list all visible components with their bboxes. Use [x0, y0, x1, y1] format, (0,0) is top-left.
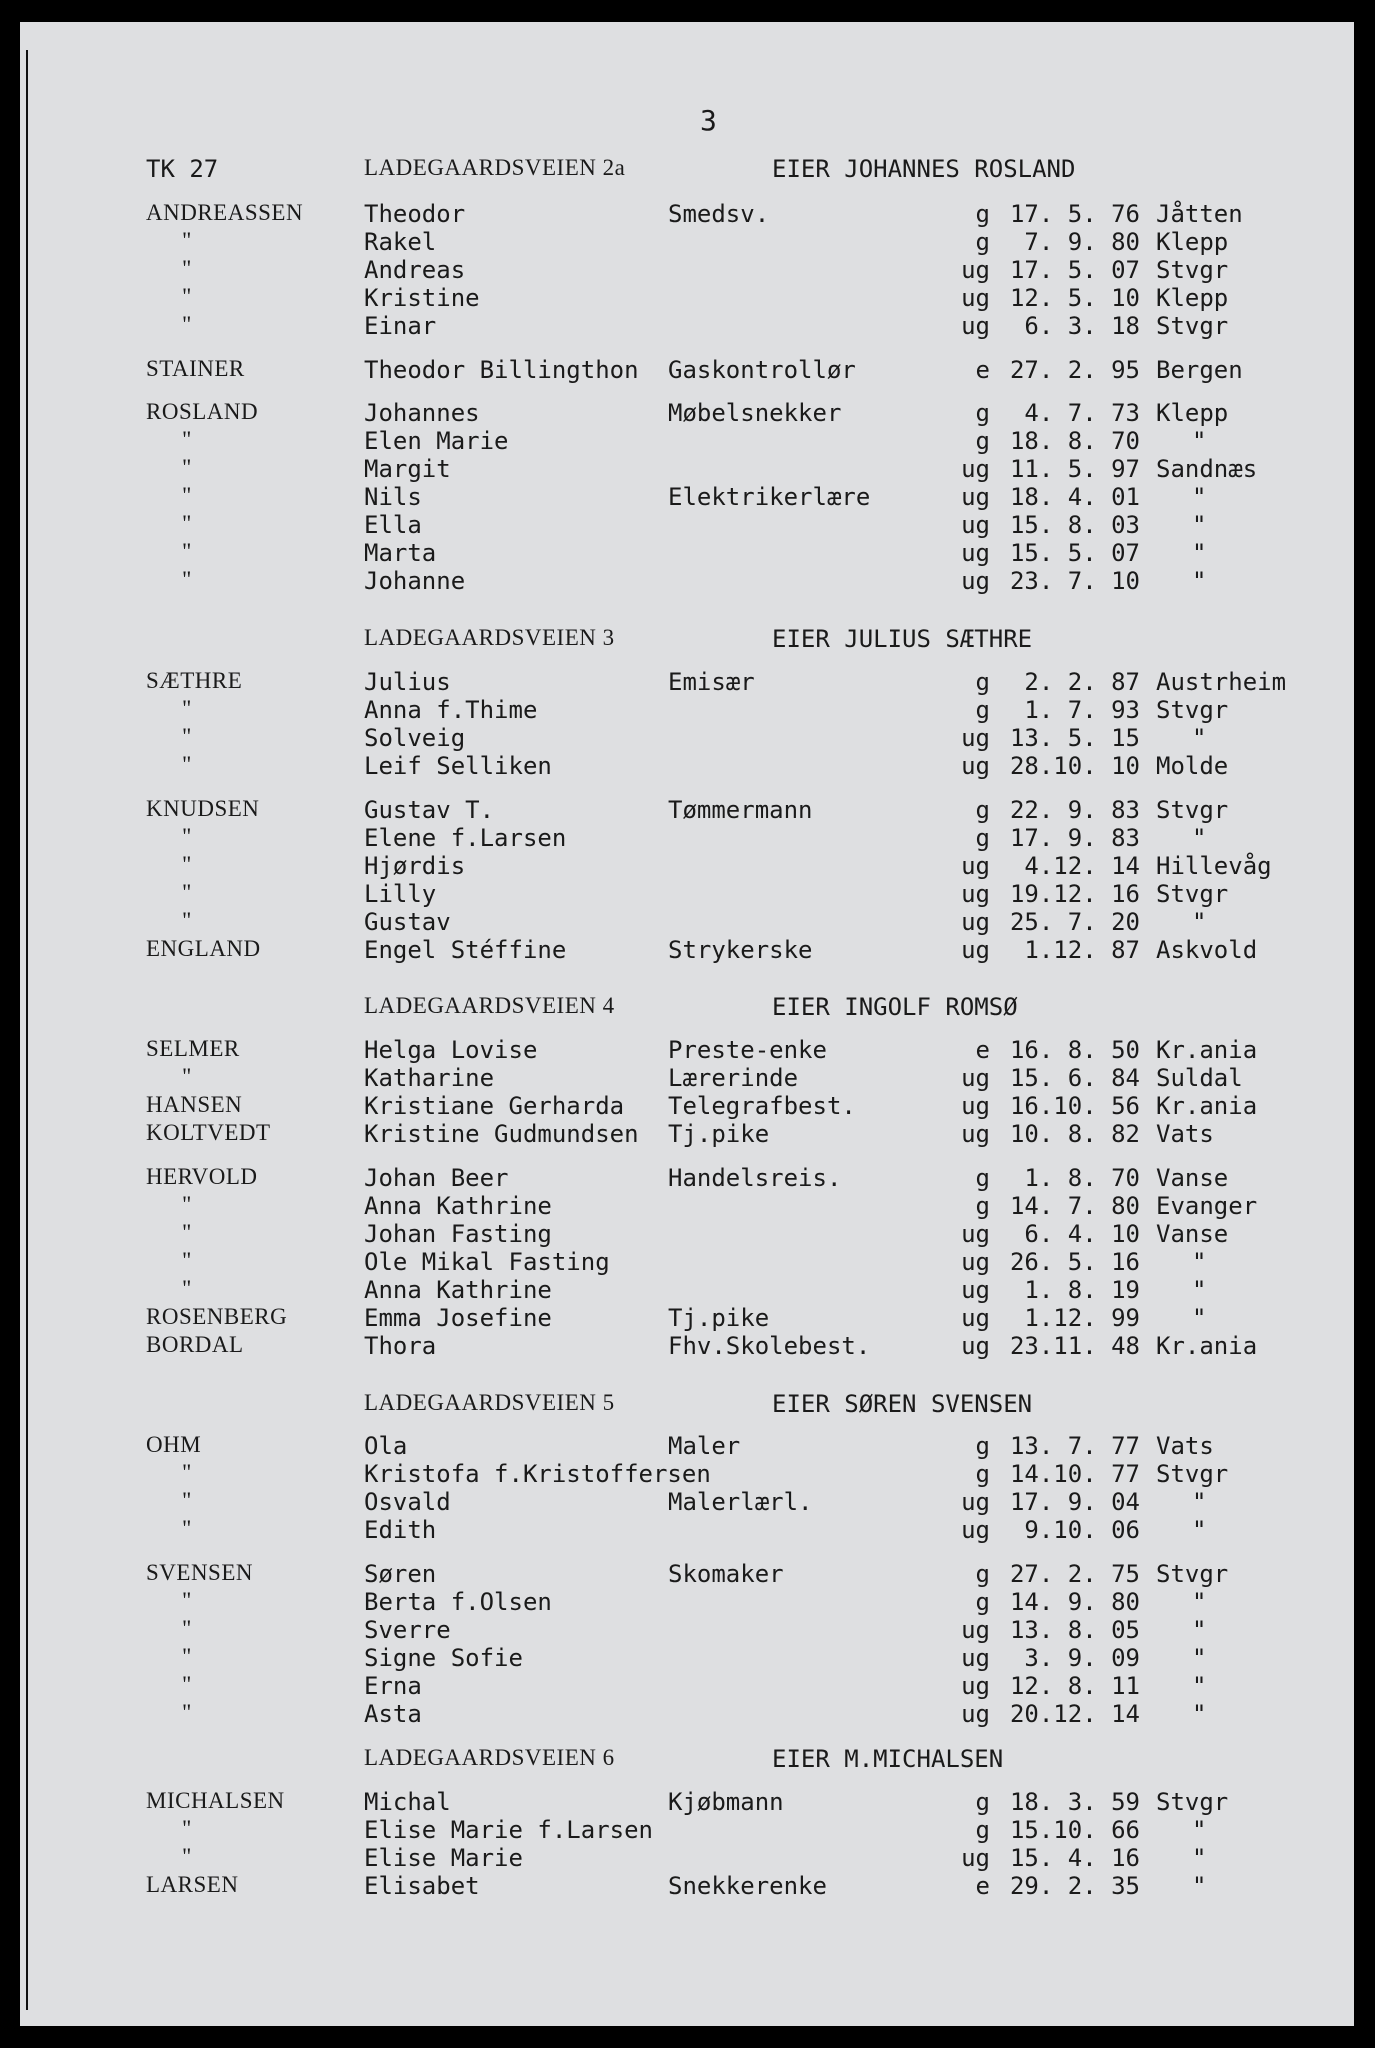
surname-ditto: " [182, 696, 192, 721]
birth-date: 17. 5. 07 [1009, 256, 1140, 284]
birth-date: 25. 7. 20 [1009, 908, 1140, 936]
birth-date: 16. 8. 50 [1009, 1036, 1140, 1064]
first-name: Kristofa f.Kristoffersen [364, 1460, 711, 1488]
marital-status: g [975, 200, 990, 228]
birthplace-ditto: " [1192, 1304, 1207, 1332]
first-name: Nils [364, 483, 422, 511]
birthplace: Suldal [1156, 1064, 1243, 1092]
first-name: Signe Sofie [364, 1644, 523, 1672]
birth-date: 18. 3. 59 [1009, 1788, 1140, 1816]
birth-date: 27. 2. 75 [1009, 1560, 1140, 1588]
surname-ditto: " [182, 1064, 192, 1089]
birthplace: Klepp [1156, 284, 1229, 312]
surname-ditto: " [182, 1248, 192, 1273]
marital-status: g [975, 1164, 990, 1192]
surname-ditto: " [182, 1644, 192, 1669]
birth-date: 14.10. 77 [1009, 1460, 1140, 1488]
first-name: Rakel [364, 228, 437, 256]
birthplace: Stvgr [1156, 1788, 1229, 1816]
birth-date: 20.12. 14 [1009, 1700, 1140, 1728]
first-name: Ole Mikal Fasting [364, 1248, 610, 1276]
birthplace: Kr.ania [1156, 1092, 1258, 1120]
section-owner: EIER JOHANNES ROSLAND [772, 155, 1076, 183]
occupation: Tømmermann [668, 796, 813, 824]
first-name: Anna Kathrine [364, 1192, 552, 1220]
marital-status: ug [961, 1276, 990, 1304]
first-name: Edith [364, 1516, 437, 1544]
birthplace: Sandnæs [1156, 455, 1258, 483]
marital-status: g [975, 427, 990, 455]
surname-ditto: " [182, 880, 192, 905]
first-name: Erna [364, 1672, 422, 1700]
birthplace: Stvgr [1156, 696, 1229, 724]
occupation: Tj.pike [668, 1120, 770, 1148]
surname-ditto: " [182, 455, 192, 480]
birth-date: 28.10. 10 [1009, 752, 1140, 780]
birthplace-ditto: " [1192, 511, 1207, 539]
marital-status: ug [961, 1700, 990, 1728]
surname: HERVOLD [146, 1164, 258, 1189]
first-name: Hjørdis [364, 852, 466, 880]
first-name: Johan Fasting [364, 1220, 552, 1248]
birth-date: 16.10. 56 [1009, 1092, 1140, 1120]
birth-date: 18. 8. 70 [1009, 427, 1140, 455]
birthplace-ditto: " [1192, 1276, 1207, 1304]
first-name: Ella [364, 511, 422, 539]
surname-ditto: " [182, 1700, 192, 1725]
surname: SVENSEN [146, 1560, 254, 1585]
marital-status: g [975, 796, 990, 824]
first-name: Elene f.Larsen [364, 824, 567, 852]
first-name: Margit [364, 455, 451, 483]
first-name: Leif Selliken [364, 752, 552, 780]
occupation: Telegrafbest. [668, 1092, 856, 1120]
section-address: LADEGAARDSVEIEN 3 [364, 625, 615, 650]
birth-date: 1.12. 99 [1024, 1304, 1140, 1332]
section-address: LADEGAARDSVEIEN 6 [364, 1745, 615, 1770]
birth-date: 11. 5. 97 [1009, 455, 1140, 483]
section-owner: EIER INGOLF ROMSØ [772, 993, 1018, 1021]
birthplace: Stvgr [1156, 256, 1229, 284]
occupation: Gaskontrollør [668, 356, 856, 384]
first-name: Katharine [364, 1064, 495, 1092]
marital-status: g [975, 824, 990, 852]
marital-status: ug [961, 312, 990, 340]
surname-ditto: " [182, 1588, 192, 1613]
birth-date: 18. 4. 01 [1009, 483, 1140, 511]
section-address: LADEGAARDSVEIEN 5 [364, 1390, 615, 1415]
surname-ditto: " [182, 483, 192, 508]
first-name: Elisabet [364, 1872, 480, 1900]
occupation: Malerlærl. [668, 1488, 813, 1516]
first-name: Solveig [364, 724, 466, 752]
birth-date: 13. 5. 15 [1009, 724, 1140, 752]
first-name: Lilly [364, 880, 437, 908]
first-name: Johannes [364, 399, 480, 427]
birth-date: 17. 5. 76 [1009, 200, 1140, 228]
surname-ditto: " [182, 1276, 192, 1301]
marital-status: ug [961, 880, 990, 908]
birth-date: 4.12. 14 [1024, 852, 1140, 880]
birthplace: Evanger [1156, 1192, 1258, 1220]
surname-ditto: " [182, 1616, 192, 1641]
section-owner: EIER JULIUS SÆTHRE [772, 625, 1033, 653]
birth-date: 27. 2. 95 [1009, 356, 1140, 384]
marital-status: ug [961, 1248, 990, 1276]
birthplace-ditto: " [1192, 427, 1207, 455]
first-name: Johan Beer [364, 1164, 509, 1192]
birthplace: Bergen [1156, 356, 1243, 384]
first-name: Gustav [364, 908, 451, 936]
marital-status: ug [961, 1488, 990, 1516]
first-name: Søren [364, 1560, 437, 1588]
birth-date: 6. 4. 10 [1024, 1220, 1140, 1248]
surname-ditto: " [182, 824, 192, 849]
birthplace: Stvgr [1156, 1560, 1229, 1588]
birth-date: 26. 5. 16 [1009, 1248, 1140, 1276]
surname-ditto: " [182, 312, 192, 337]
birth-date: 15. 6. 84 [1009, 1064, 1140, 1092]
surname: KNUDSEN [146, 796, 260, 821]
birth-date: 15. 5. 07 [1009, 539, 1140, 567]
section-address: LADEGAARDSVEIEN 2a [364, 155, 626, 180]
surname-ditto: " [182, 1672, 192, 1697]
first-name: Michal [364, 1788, 451, 1816]
birthplace: Austrheim [1156, 668, 1287, 696]
first-name: Julius [364, 668, 451, 696]
first-name: Elise Marie f.Larsen [364, 1816, 653, 1844]
occupation: Snekkerenke [668, 1872, 827, 1900]
birth-date: 10. 8. 82 [1009, 1120, 1140, 1148]
marital-status: ug [961, 852, 990, 880]
marital-status: e [975, 356, 990, 384]
occupation: Strykerske [668, 936, 813, 964]
birthplace: Vats [1156, 1120, 1214, 1148]
marital-status: ug [961, 256, 990, 284]
marital-status: ug [961, 1844, 990, 1872]
first-name: Engel Stéffine [364, 936, 567, 964]
district-code: TK 27 [146, 155, 219, 183]
marital-status: g [975, 1816, 990, 1844]
first-name: Theodor [364, 200, 466, 228]
surname-ditto: " [182, 752, 192, 777]
first-name: Berta f.Olsen [364, 1588, 552, 1616]
marital-status: ug [961, 724, 990, 752]
marital-status: e [975, 1872, 990, 1900]
birth-date: 14. 7. 80 [1009, 1192, 1140, 1220]
surname: SÆTHRE [146, 668, 243, 693]
first-name: Andreas [364, 256, 466, 284]
marital-status: ug [961, 752, 990, 780]
occupation: Fhv.Skolebest. [668, 1332, 871, 1360]
birth-date: 17. 9. 83 [1009, 824, 1140, 852]
first-name: Marta [364, 539, 437, 567]
first-name: Emma Josefine [364, 1304, 552, 1332]
surname-ditto: " [182, 284, 192, 309]
marital-status: g [975, 696, 990, 724]
marital-status: g [975, 668, 990, 696]
first-name: Johanne [364, 567, 466, 595]
surname: KOLTVEDT [146, 1120, 271, 1145]
surname-ditto: " [182, 1460, 192, 1485]
marital-status: ug [961, 1092, 990, 1120]
birthplace-ditto: " [1192, 1644, 1207, 1672]
birth-date: 12. 5. 10 [1009, 284, 1140, 312]
marital-status: g [975, 1192, 990, 1220]
birth-date: 22. 9. 83 [1009, 796, 1140, 824]
occupation: Handelsreis. [668, 1164, 842, 1192]
birth-date: 15.10. 66 [1009, 1816, 1140, 1844]
occupation: Emisær [668, 668, 755, 696]
birth-date: 4. 7. 73 [1024, 399, 1140, 427]
occupation: Maler [668, 1432, 741, 1460]
birthplace-ditto: " [1192, 1672, 1207, 1700]
surname-ditto: " [182, 1816, 192, 1841]
birth-date: 7. 9. 80 [1024, 228, 1140, 256]
occupation: Smedsv. [668, 200, 770, 228]
birthplace-ditto: " [1192, 539, 1207, 567]
marital-status: g [975, 1432, 990, 1460]
birthplace-ditto: " [1192, 1700, 1207, 1728]
surname-ditto: " [182, 1220, 192, 1245]
birth-date: 15. 8. 03 [1009, 511, 1140, 539]
birthplace-ditto: " [1192, 483, 1207, 511]
birthplace: Jåtten [1156, 200, 1243, 228]
birth-date: 1.12. 87 [1024, 936, 1140, 964]
birth-date: 9.10. 06 [1024, 1516, 1140, 1544]
first-name: Kristiane Gerharda [364, 1092, 625, 1120]
section-owner: EIER SØREN SVENSEN [772, 1390, 1033, 1418]
occupation: Tj.pike [668, 1304, 770, 1332]
marital-status: ug [961, 1304, 990, 1332]
surname: LARSEN [146, 1872, 239, 1897]
occupation: Skomaker [668, 1560, 784, 1588]
page-number: 3 [700, 104, 717, 137]
section-owner: EIER M.MICHALSEN [772, 1745, 1004, 1773]
surname-ditto: " [182, 852, 192, 877]
surname: HANSEN [146, 1092, 243, 1117]
birth-date: 1. 8. 19 [1024, 1276, 1140, 1304]
birth-date: 3. 9. 09 [1024, 1644, 1140, 1672]
birthplace-ditto: " [1192, 1488, 1207, 1516]
birthplace: Kr.ania [1156, 1036, 1258, 1064]
first-name: Helga Lovise [364, 1036, 538, 1064]
first-name: Osvald [364, 1488, 451, 1516]
surname: STAINER [146, 356, 245, 381]
first-name: Ola [364, 1432, 408, 1460]
marital-status: ug [961, 455, 990, 483]
birth-date: 15. 4. 16 [1009, 1844, 1140, 1872]
surname: ANDREASSEN [146, 200, 304, 225]
occupation: Preste-enke [668, 1036, 827, 1064]
birth-date: 29. 2. 35 [1009, 1872, 1140, 1900]
surname-ditto: " [182, 427, 192, 452]
marital-status: e [975, 1036, 990, 1064]
first-name: Anna Kathrine [364, 1276, 552, 1304]
occupation: Møbelsnekker [668, 399, 842, 427]
marital-status: ug [961, 908, 990, 936]
birthplace: Askvold [1156, 936, 1258, 964]
birthplace: Vanse [1156, 1164, 1229, 1192]
birthplace: Molde [1156, 752, 1229, 780]
first-name: Einar [364, 312, 437, 340]
birthplace-ditto: " [1192, 1844, 1207, 1872]
surname-ditto: " [182, 567, 192, 592]
surname-ditto: " [182, 1844, 192, 1869]
birthplace-ditto: " [1192, 824, 1207, 852]
first-name: Theodor Billingthon [364, 356, 639, 384]
birthplace: Klepp [1156, 228, 1229, 256]
marital-status: ug [961, 1644, 990, 1672]
surname-ditto: " [182, 1192, 192, 1217]
birthplace: Stvgr [1156, 796, 1229, 824]
surname-ditto: " [182, 228, 192, 253]
section-address: LADEGAARDSVEIEN 4 [364, 993, 615, 1018]
occupation: Elektrikerlære [668, 483, 871, 511]
marital-status: g [975, 1560, 990, 1588]
surname-ditto: " [182, 908, 192, 933]
surname-ditto: " [182, 1516, 192, 1541]
surname: OHM [146, 1432, 202, 1457]
birthplace-ditto: " [1192, 1248, 1207, 1276]
surname-ditto: " [182, 539, 192, 564]
birth-date: 17. 9. 04 [1009, 1488, 1140, 1516]
marital-status: ug [961, 1672, 990, 1700]
birthplace: Stvgr [1156, 880, 1229, 908]
marital-status: ug [961, 1616, 990, 1644]
first-name: Kristine [364, 284, 480, 312]
marital-status: ug [961, 1064, 990, 1092]
marital-status: ug [961, 1516, 990, 1544]
birthplace: Klepp [1156, 399, 1229, 427]
occupation: Kjøbmann [668, 1788, 784, 1816]
birth-date: 14. 9. 80 [1009, 1588, 1140, 1616]
birth-date: 23. 7. 10 [1009, 567, 1140, 595]
birth-date: 23.11. 48 [1009, 1332, 1140, 1360]
marital-status: ug [961, 483, 990, 511]
marital-status: ug [961, 511, 990, 539]
birthplace: Stvgr [1156, 1460, 1229, 1488]
first-name: Thora [364, 1332, 437, 1360]
marital-status: ug [961, 1332, 990, 1360]
marital-status: ug [961, 936, 990, 964]
birthplace: Vanse [1156, 1220, 1229, 1248]
surname: SELMER [146, 1036, 240, 1061]
birthplace-ditto: " [1192, 1616, 1207, 1644]
first-name: Sverre [364, 1616, 451, 1644]
birth-date: 1. 8. 70 [1024, 1164, 1140, 1192]
occupation: Lærerinde [668, 1064, 799, 1092]
surname-ditto: " [182, 1488, 192, 1513]
marital-status: ug [961, 1120, 990, 1148]
birthplace-ditto: " [1192, 724, 1207, 752]
marital-status: ug [961, 1220, 990, 1248]
surname: MICHALSEN [146, 1788, 285, 1813]
surname-ditto: " [182, 724, 192, 749]
birthplace: Kr.ania [1156, 1332, 1258, 1360]
birth-date: 13. 8. 05 [1009, 1616, 1140, 1644]
surname: ENGLAND [146, 936, 261, 961]
surname: ROSENBERG [146, 1304, 288, 1329]
birthplace-ditto: " [1192, 1516, 1207, 1544]
birthplace: Vats [1156, 1432, 1214, 1460]
birthplace-ditto: " [1192, 1816, 1207, 1844]
birthplace-ditto: " [1192, 567, 1207, 595]
birth-date: 6. 3. 18 [1024, 312, 1140, 340]
first-name: Anna f.Thime [364, 696, 538, 724]
marital-status: g [975, 399, 990, 427]
birth-date: 13. 7. 77 [1009, 1432, 1140, 1460]
surname: BORDAL [146, 1332, 244, 1357]
first-name: Gustav T. [364, 796, 495, 824]
birth-date: 12. 8. 11 [1009, 1672, 1140, 1700]
surname-ditto: " [182, 256, 192, 281]
marital-status: ug [961, 284, 990, 312]
first-name: Elen Marie [364, 427, 509, 455]
birthplace-ditto: " [1192, 1588, 1207, 1616]
first-name: Kristine Gudmundsen [364, 1120, 639, 1148]
surname: ROSLAND [146, 399, 259, 424]
birth-date: 19.12. 16 [1009, 880, 1140, 908]
marital-status: g [975, 1588, 990, 1616]
marital-status: g [975, 1460, 990, 1488]
birth-date: 2. 2. 87 [1024, 668, 1140, 696]
birthplace: Stvgr [1156, 312, 1229, 340]
birthplace-ditto: " [1192, 908, 1207, 936]
marital-status: g [975, 228, 990, 256]
birth-date: 1. 7. 93 [1024, 696, 1140, 724]
surname-ditto: " [182, 511, 192, 536]
first-name: Asta [364, 1700, 422, 1728]
birthplace: Hillevåg [1156, 852, 1272, 880]
marital-status: ug [961, 567, 990, 595]
marital-status: g [975, 1788, 990, 1816]
first-name: Elise Marie [364, 1844, 523, 1872]
marital-status: ug [961, 539, 990, 567]
birthplace-ditto: " [1192, 1872, 1207, 1900]
